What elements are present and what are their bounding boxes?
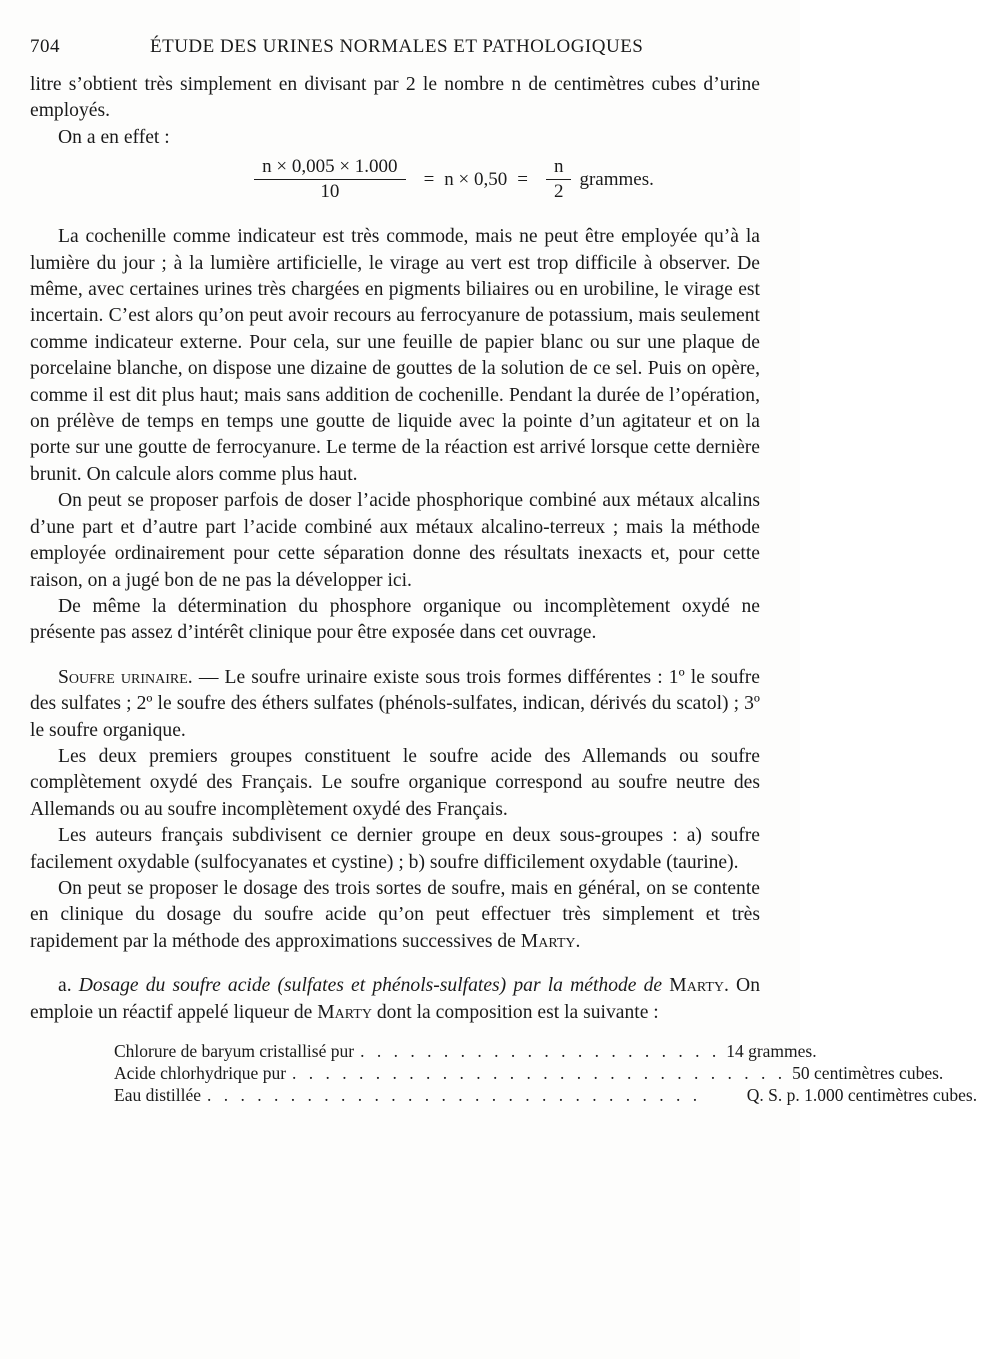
formula-equals-1: = bbox=[423, 168, 435, 190]
soufre-text: — Le soufre urinaire existe sous trois formes différentes : 1º le soufre des sulfates ; 2º le soufre des éthers sulfates (phénols-sulfates, indican, dérivés du scatol) ; 3º le soufre organique. bbox=[30, 666, 760, 741]
reagent-name: Acide chlorhydrique pur bbox=[114, 1063, 287, 1083]
method-title: Dosage du soufre acide (sulfates et phénols-sulfates) par la méthode de bbox=[78, 975, 663, 997]
reagent-quantity: 50 centimètres cubes. bbox=[792, 1063, 944, 1083]
formula-denominator: 10 bbox=[320, 181, 340, 203]
formula bbox=[140, 157, 760, 202]
paragraph-continuation: litre s’obtient très simplement en divisant par 2 le nombre n de centimètres cubes d’urine employés. bbox=[30, 74, 760, 122]
formula-fraction-1 bbox=[254, 157, 405, 202]
leader-dots: . . . . . . . . . . . . . . . . . . . . . . . . . . . . . . bbox=[207, 1085, 702, 1105]
formula-fraction-2 bbox=[546, 157, 572, 202]
formula-middle: n × 0,50 bbox=[444, 168, 508, 190]
paragraph-acide-phosphorique: On peut se proposer parfois de doser l’acide phosphorique combiné aux métaux alcalins d’une part et d’autre part l’acide combiné aux métaux alcalino-terreux ; mais la méthode employée ordinairement pour cette séparation donne des résultats inexacts et, pour cette raison, on a jugé bon de ne pas la développer ici. bbox=[30, 490, 760, 591]
method-letter: a. bbox=[58, 975, 79, 997]
paragraph-dosage bbox=[30, 876, 760, 955]
dosage-end: . bbox=[575, 930, 581, 952]
reagent-name: Eau distillée bbox=[114, 1085, 201, 1105]
section-heading-soufre: Soufre urinaire. bbox=[58, 666, 193, 688]
reagent-list bbox=[114, 1040, 978, 1106]
running-title: ÉTUDE DES URINES NORMALES ET PATHOLOGIQUES bbox=[150, 36, 644, 57]
paragraph-methode-marty bbox=[30, 973, 760, 1026]
paragraph-phosphore-organique: De même la détermination du phosphore organique ou incomplètement oxydé ne présente pas assez d’intérêt clinique pour être exposée dans cet ouvrage. bbox=[30, 595, 760, 644]
formula-unit: grammes. bbox=[579, 168, 654, 190]
leader-dots: . . . . . . . . . . . . . . . . . . . . . . . . . . . . . . bbox=[292, 1063, 787, 1083]
author-name: Marty bbox=[520, 930, 576, 952]
reagent-quantity: Q. S. p. 1.000 centimètres cubes. bbox=[746, 1085, 978, 1105]
paragraph-soufre-urinaire bbox=[30, 665, 760, 744]
formula-equals-2: = bbox=[517, 168, 528, 190]
author-name: Marty bbox=[669, 975, 724, 997]
paragraph-cochenille: La cochenille comme indicateur est très commode, mais ne peut être employée qu’à la lumière du jour ; à la lumière artificielle, le virage au vert est trop difficile à observer. De même, avec certaines urines très chargées en pigments biliaires ou en urobiline, le virage est incertain. C’est alors qu’on peut avoir recours au ferrocyanure de potassium, mais seulement comme indicateur externe. Pour cela, sur une feuille de papier blanc ou sur une plaque de porcelaine blanche, on dispose une dizaine de gouttes de la solution de ce sel. Puis on opère, comme il est dit plus haut; mais sans addition de cochenille. Pendant la durée de l’opération, on prélève de temps en temps une goutte de liquide avec la pointe d’un agitateur et on la porte sur une goutte de ferrocyanure. Le terme de la réaction est arrivé lorsque cette dernière brunit. On calcule alors comme plus haut. bbox=[30, 226, 760, 485]
formula-intro: On a en effet : bbox=[58, 126, 170, 148]
author-name: Marty bbox=[317, 1001, 372, 1023]
leader-dots: . . . . . . . . . . . . . . . . . . . . . . bbox=[360, 1041, 721, 1061]
formula-fraction-2-denominator: 2 bbox=[553, 181, 564, 203]
dosage-text: On peut se proposer le dosage des trois sortes de soufre, mais en général, on se contente en clinique du dosage du soufre acide qu’on peut effectuer très simplement et très rapidement par la méthode des approximations successives de bbox=[30, 877, 760, 952]
page-header bbox=[30, 30, 760, 60]
reagent-row bbox=[114, 1062, 944, 1084]
reagent-quantity: 14 grammes. bbox=[726, 1041, 817, 1061]
paragraph-groupes: Les deux premiers groupes constituent le soufre acide des Allemands ou soufre complètement oxydé des Français. Le soufre organique correspond au soufre neutre des Allemands ou au soufre incomplètement oxydé des Français. bbox=[30, 745, 760, 820]
page-number: 704 bbox=[30, 36, 60, 57]
method-end: dont la composition est la suivante : bbox=[371, 1001, 659, 1023]
reagent-row bbox=[114, 1040, 817, 1062]
reagent-row bbox=[114, 1084, 978, 1106]
body-text bbox=[30, 72, 760, 1026]
method-mid: . On emploie un réactif appelé liqueur de bbox=[30, 975, 760, 1023]
formula-fraction-2-numerator: n bbox=[546, 157, 572, 180]
paragraph-sous-groupes: Les auteurs français subdivisent ce dernier groupe en deux sous-groupes : a) soufre facilement oxydable (sulfocyanates et cystine) ; b) soufre difficilement oxydable (taurine). bbox=[30, 825, 760, 873]
reagent-name: Chlorure de baryum cristallisé pur bbox=[114, 1041, 355, 1061]
formula-numerator: n × 0,005 × 1.000 bbox=[254, 157, 405, 180]
